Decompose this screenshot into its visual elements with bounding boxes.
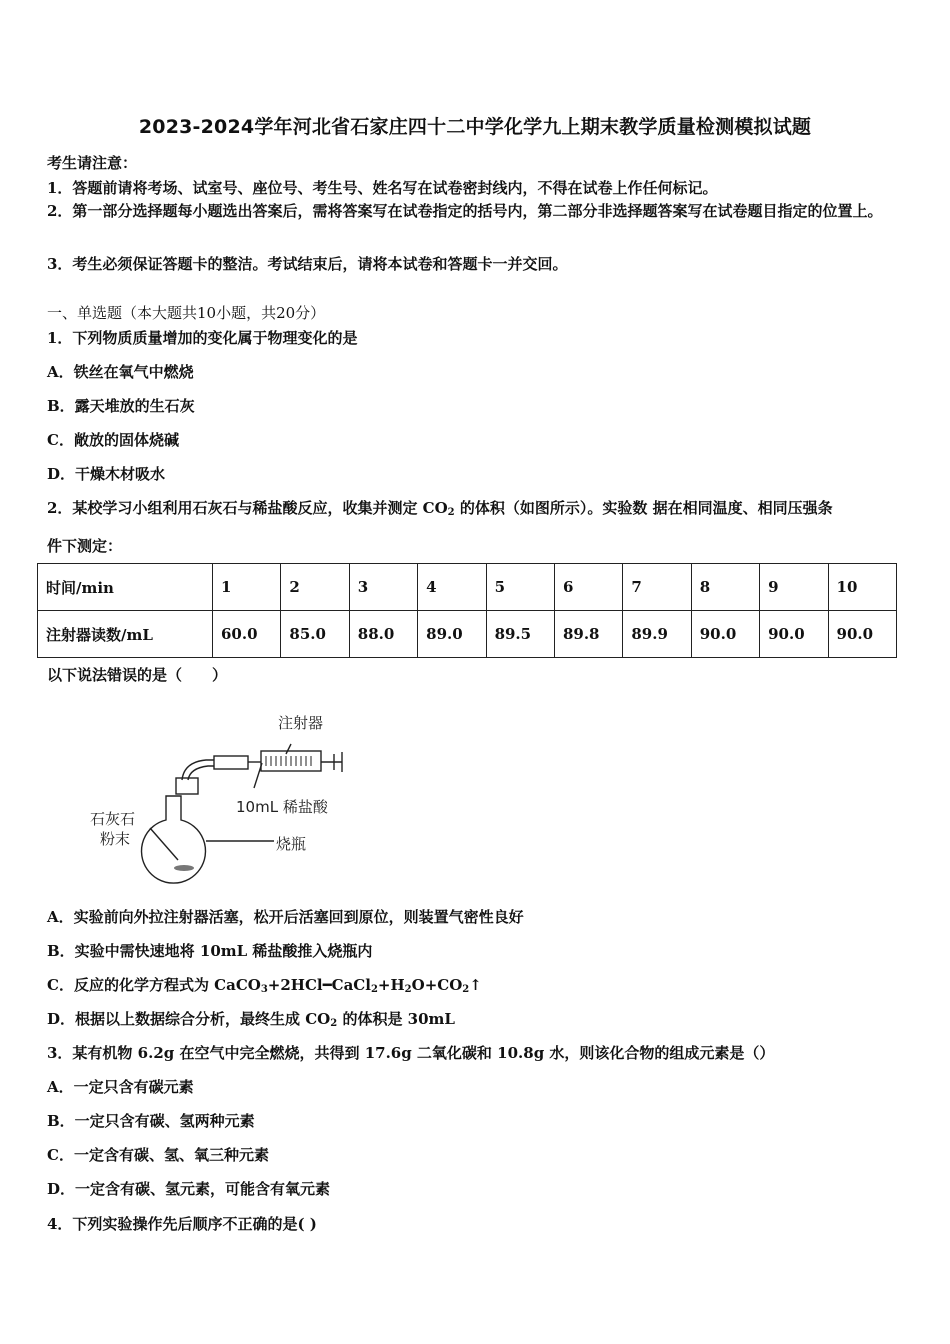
table-cell: 9	[760, 564, 828, 611]
page-title: 2023-2024学年河北省石家庄四十二中学化学九上期末教学质量检测模拟试题	[138, 116, 812, 138]
label-flask: 烧瓶	[276, 835, 307, 853]
q2-data-table	[37, 563, 897, 658]
q2-d-text: D．根据以上数据综合分析，最终生成 CO	[47, 1010, 331, 1028]
apparatus-figure	[86, 708, 366, 888]
label-syringe: 注射器	[278, 714, 324, 732]
table-row	[38, 564, 897, 611]
q2-c-text: +H	[377, 976, 405, 994]
label-acid: 10mL 稀盐酸	[236, 798, 328, 816]
flask-shape	[142, 796, 206, 883]
q4-stem: 4．下列实验操作先后顺序不正确的是( )	[47, 1215, 317, 1233]
connector-shape	[214, 756, 248, 769]
table-cell: 注射器读数/mL	[38, 611, 213, 658]
q2-d-text: 的体积是 30mL	[337, 1010, 455, 1028]
q2-option-c	[47, 974, 482, 995]
q3-option-c: C．一定含有碳、氢、氧三种元素	[47, 1146, 269, 1164]
q2-stem-part2: 的体积（如图所示）。实验数 据在相同温度、相同压强条	[454, 499, 833, 517]
stopper-shape	[176, 778, 198, 794]
q1-option-c: C．敞放的固体烧碱	[47, 431, 179, 449]
table-row	[38, 611, 897, 658]
label-limestone-2: 粉末	[100, 830, 131, 848]
q1-option-d: D．干燥木材吸水	[47, 465, 166, 483]
q2-option-a: A．实验前向外拉注射器活塞，松开后活塞回到原位，则装置气密性良好	[47, 908, 524, 926]
table-cell: 89.0	[418, 611, 486, 658]
q1-option-a: A．铁丝在氧气中燃烧	[47, 363, 194, 381]
table-cell: 1	[213, 564, 281, 611]
q1-option-b: B．露天堆放的生石灰	[47, 397, 195, 415]
label-limestone-1: 石灰石	[90, 810, 136, 828]
q3-stem: 3．某有机物 6.2g 在空气中完全燃烧，共得到 17.6g 二氧化碳和 10.8g 水，则该化合物的组成元素是（）	[47, 1044, 775, 1062]
up-arrow-icon: ↑	[469, 976, 482, 994]
table-cell: 89.9	[623, 611, 691, 658]
table-cell: 89.5	[486, 611, 554, 658]
q2-c-sub: 2	[462, 984, 470, 995]
table-cell: 2	[281, 564, 349, 611]
q2-c-sub: 3	[260, 984, 268, 995]
table-cell: 85.0	[281, 611, 349, 658]
table-cell: 3	[349, 564, 417, 611]
table-cell: 6	[554, 564, 622, 611]
q2-stem	[47, 497, 833, 518]
notice-item-2: 2．第一部分选择题每小题选出答案后，需将答案写在试卷指定的括号内，第二部分非选择题答案写在试卷题目指定的位置上。	[47, 202, 883, 220]
q2-c-text: O+CO	[411, 976, 463, 994]
q2-c-text: C．反应的化学方程式为 CaCO	[47, 976, 261, 994]
table-cell: 5	[486, 564, 554, 611]
table-cell: 10	[828, 564, 896, 611]
notice-item-1: 1．答题前请将考场、试室号、座位号、考生号、姓名写在试卷密封线内，不得在试卷上作任何标记。	[47, 179, 718, 197]
table-cell: 90.0	[691, 611, 759, 658]
q2-c-sub: 2	[404, 984, 412, 995]
acid-pointer	[254, 763, 262, 788]
notice-item-3: 3．考生必须保证答题卡的整洁。考试结束后，请将本试卷和答题卡一并交回。	[47, 255, 568, 273]
q2-stem-part1: 2．某校学习小组利用石灰石与稀盐酸反应，收集并测定 CO	[47, 499, 448, 517]
notice-heading: 考生请注意：	[47, 154, 138, 172]
q2-d-sub: 2	[330, 1018, 338, 1029]
q2-option-b: B．实验中需快速地将 10mL 稀盐酸推入烧瓶内	[47, 942, 373, 960]
table-cell: 88.0	[349, 611, 417, 658]
q1-stem: 1．下列物质质量增加的变化属于物理变化的是	[47, 329, 358, 347]
table-cell: 8	[691, 564, 759, 611]
table-cell: 90.0	[828, 611, 896, 658]
table-cell: 4	[418, 564, 486, 611]
q2-after-table: 以下说法错误的是（ ）	[47, 666, 228, 684]
table-cell: 7	[623, 564, 691, 611]
section-heading: 一、单选题（本大题共10小题，共20分）	[47, 304, 326, 322]
table-cell: 89.8	[554, 611, 622, 658]
q2-c-sub: 2	[370, 984, 378, 995]
q3-option-d: D．一定含有碳、氢元素，可能含有氧元素	[47, 1180, 331, 1198]
table-cell: 90.0	[760, 611, 828, 658]
q2-option-d	[47, 1008, 455, 1029]
q2-stem-line2: 件下测定：	[47, 537, 123, 555]
q2-c-text: +2HCl━CaCl	[267, 976, 371, 994]
powder-shape	[174, 865, 194, 871]
table-cell: 时间/min	[38, 564, 213, 611]
q3-option-a: A．一定只含有碳元素	[47, 1078, 194, 1096]
q2-stem-subscript: 2	[447, 507, 455, 518]
table-cell: 60.0	[213, 611, 281, 658]
q3-option-b: B．一定只含有碳、氢两种元素	[47, 1112, 255, 1130]
